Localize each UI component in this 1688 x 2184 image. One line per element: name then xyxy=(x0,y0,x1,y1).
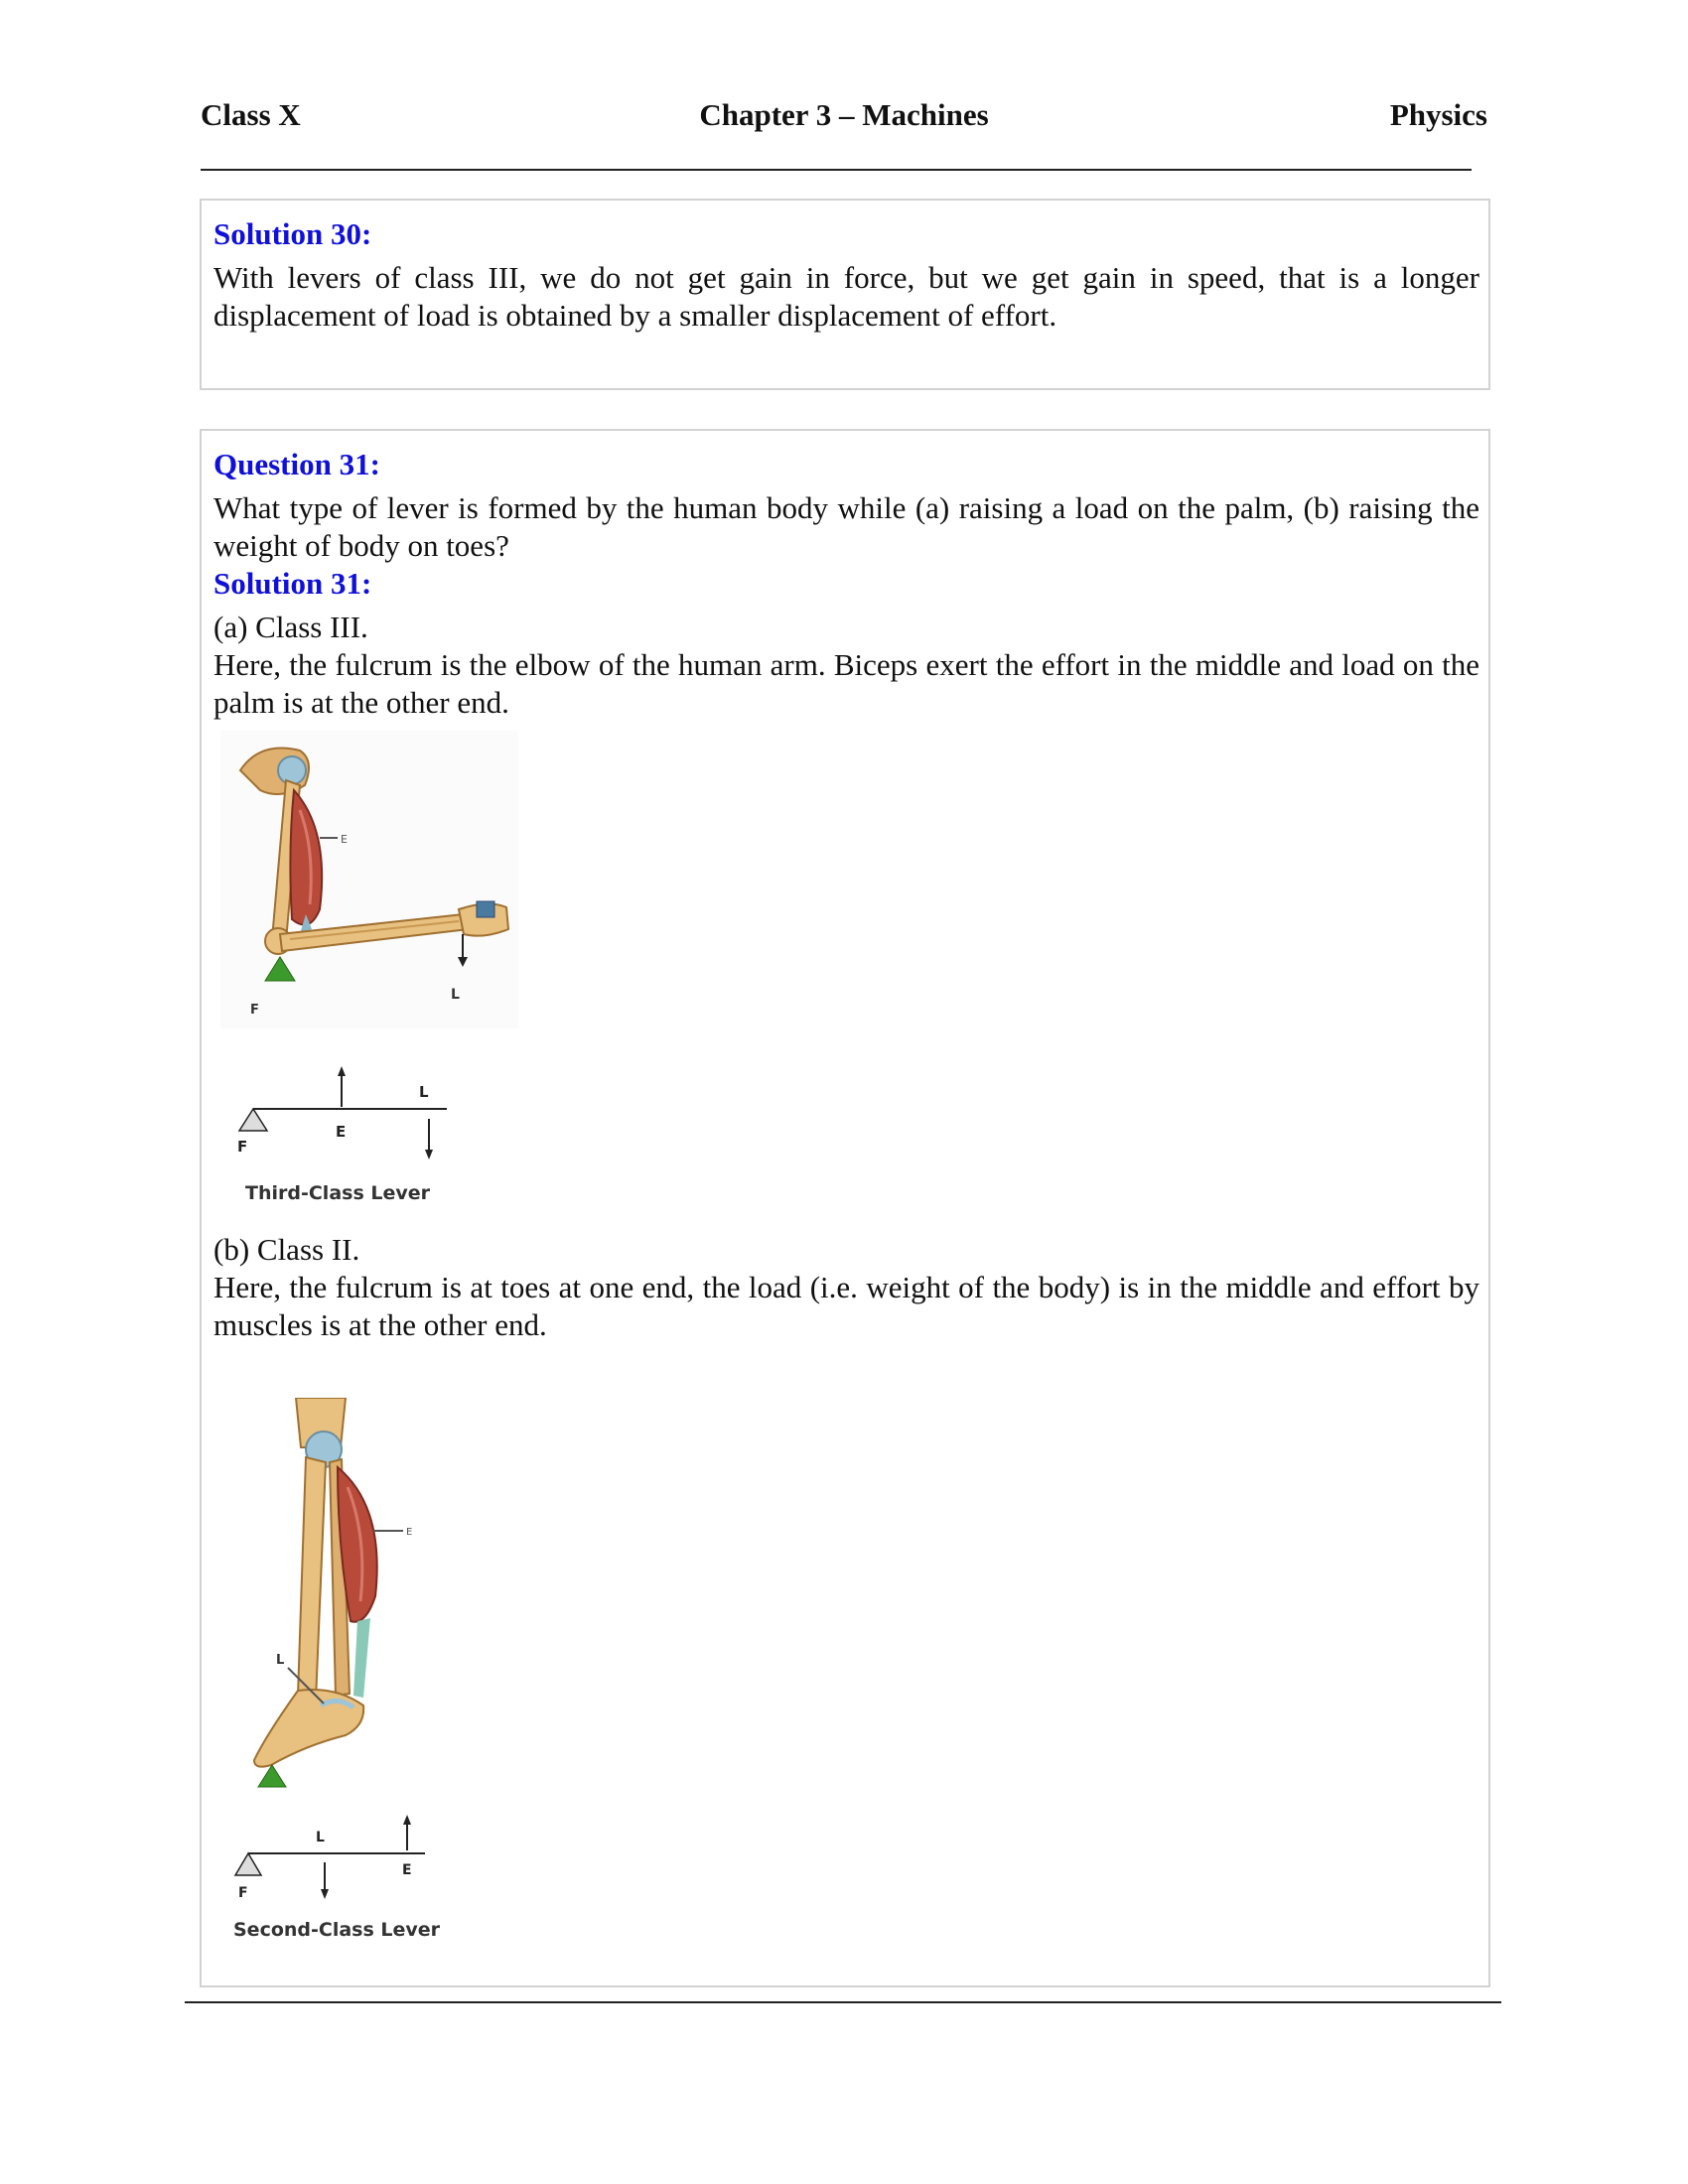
solution-31-part-a-text: Here, the fulcrum is the elbow of the human arm. Biceps exert the effort in the middle and load on the palm is at the other end. xyxy=(213,647,1479,720)
second-class-label-f: F xyxy=(238,1885,248,1901)
second-class-caption: Second-Class Lever xyxy=(233,1919,441,1941)
leg-label-e: E xyxy=(406,1527,413,1538)
third-class-lever-diagram xyxy=(223,1057,462,1206)
arm-lever-illustration xyxy=(220,731,518,1028)
leg-label-l: L xyxy=(276,1653,285,1668)
third-class-caption: Third-Class Lever xyxy=(245,1182,431,1204)
third-class-label-e: E xyxy=(336,1123,347,1141)
question-31-text: What type of lever is formed by the human body while (a) raising a load on the palm, (b) raising the weight of body on toes? xyxy=(213,490,1479,563)
footer-rule xyxy=(185,2001,1501,2003)
solution-31-part-b: (b) Class II. xyxy=(213,1232,360,1267)
second-class-label-l: L xyxy=(316,1830,325,1845)
question-31-title: Question 31: xyxy=(213,447,380,481)
solution-31-part-b-text: Here, the fulcrum is at toes at one end, the load (i.e. weight of the body) is in the middle and effort by muscles is at the other end. xyxy=(213,1270,1479,1342)
arm-label-l: L xyxy=(451,987,460,1003)
leg-lever-illustration xyxy=(226,1398,445,1805)
second-class-label-e: E xyxy=(402,1862,412,1878)
third-class-label-f: F xyxy=(237,1138,248,1156)
arm-label-e: E xyxy=(341,833,348,846)
third-class-label-l: L xyxy=(419,1083,429,1101)
header-chapter: Chapter 3 – Machines xyxy=(699,97,989,132)
solution-30-text: With levers of class III, we do not get gain in force, but we get gain in speed, that is a longer displacement of load is obtained by a smaller displacement of effort. xyxy=(213,260,1479,333)
header-rule xyxy=(201,169,1472,171)
header-class: Class X xyxy=(201,97,301,132)
second-class-lever-diagram xyxy=(223,1799,452,1948)
solution-31-title: Solution 31: xyxy=(213,566,372,601)
solution-30-title: Solution 30: xyxy=(213,216,372,251)
header-subject: Physics xyxy=(1389,97,1487,132)
solution-31-part-a: (a) Class III. xyxy=(213,610,368,644)
arm-label-f: F xyxy=(250,1003,259,1018)
